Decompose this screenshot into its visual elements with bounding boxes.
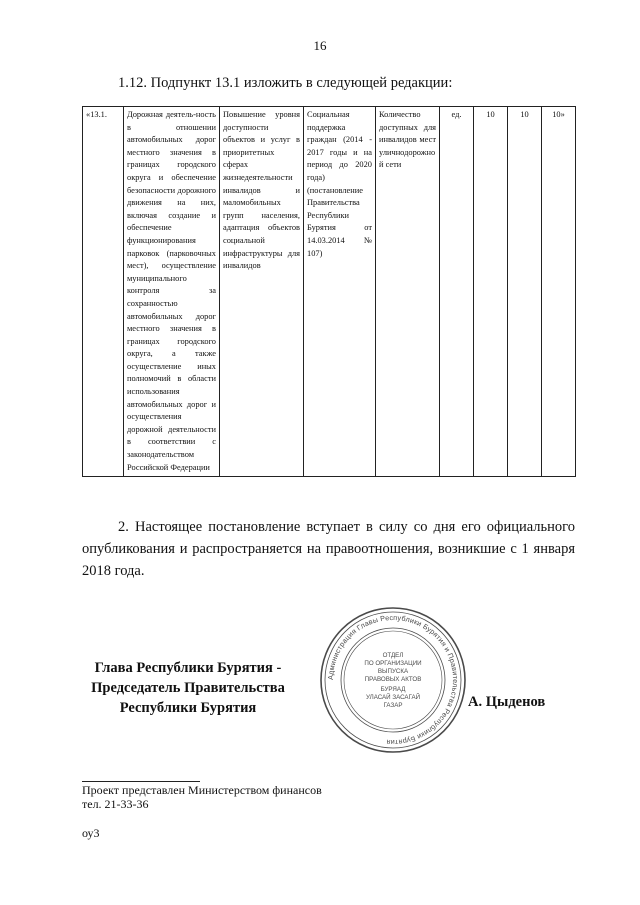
seal-line-4: ПРАВОВЫХ АКТОВ (364, 676, 422, 683)
paragraph-effective-date: 2. Настоящее постановление вступает в силу со дня его официального опубликования и распространяется на правоотношения, возникшие с 1 января 2018 года. (82, 519, 575, 579)
signatory-title-line-2: Председатель Правительства (91, 680, 285, 696)
seal-line-7: ГАЗАР (383, 702, 403, 709)
seal-line-6: УЛАСАЙ ЗАСАГАЙ (365, 694, 421, 701)
cell-goal: Повышение уровня доступности объектов и услуг в приоритетных сферах жизнедеятельности инвалидов и маломобильных групп населения, адаптация объектов социальной инфраструктуры для инвалидов (220, 107, 304, 477)
signatory-title-line-3: Республики Бурятия (119, 700, 257, 716)
seal-outer-text: Администрация Главы Республики Бурятия и Правительства Республики Бурятия (325, 612, 461, 748)
footnote (82, 784, 322, 811)
amendment-table (82, 106, 576, 477)
signatory-name: А. Цыденов (468, 694, 546, 710)
cell-indicator: Количество доступных для инвалидов мест уличнодорожной сети (376, 107, 440, 477)
table-row (83, 107, 576, 477)
cell-value-2: 10 (508, 107, 542, 477)
footnote-line-2: тел. 21-33-36 (82, 796, 149, 811)
cell-authority: Дорожная деятель-ность в отношении автомобильных дорог местного значения в границах городского округа и обеспечение безопасности дорожного движения на них, включая создание и обеспечение функционирования парковок (парковочных мест), осуществление муниципального контроля за сохранностью автомобильных дорог местного значения в границах городского округа, а также осуществление иных полномочий в области использования автомобильных дорог и осуществления дорожной деятельности в соответствии с законодательством Российской Федерации (124, 107, 220, 477)
seal-line-2: ПО ОРГАНИЗАЦИИ (364, 660, 422, 667)
cell-program: Социальная поддержка граждан (2014 - 2017 годы и на период до 2020 года) (постановление Правительства Республики Бурятия от 14.03.2014 № 107) (304, 107, 376, 477)
seal-line-3: ВЫПУСКА (377, 668, 409, 675)
cell-value-1: 10 (474, 107, 508, 477)
seal-line-5: БУРЯАД (380, 686, 406, 693)
signatory-title-line-1: Глава Республики Бурятия - (94, 660, 282, 676)
footnote-divider (82, 781, 200, 782)
seal-line-1: ОТДЕЛ (382, 652, 404, 659)
cell-value-3: 10» (542, 107, 576, 477)
footnote-line-1: Проект представлен Министерством финансов (82, 783, 322, 797)
page-number: 16 (313, 38, 327, 53)
clause-heading: 1.12. Подпункт 13.1 изложить в следующей редакции: (118, 75, 453, 91)
official-seal (318, 605, 468, 755)
cell-unit: ед. (440, 107, 474, 477)
signatory-title (78, 658, 298, 718)
cell-item-number: «13.1. (83, 107, 124, 477)
document-code: оу3 (82, 826, 100, 840)
